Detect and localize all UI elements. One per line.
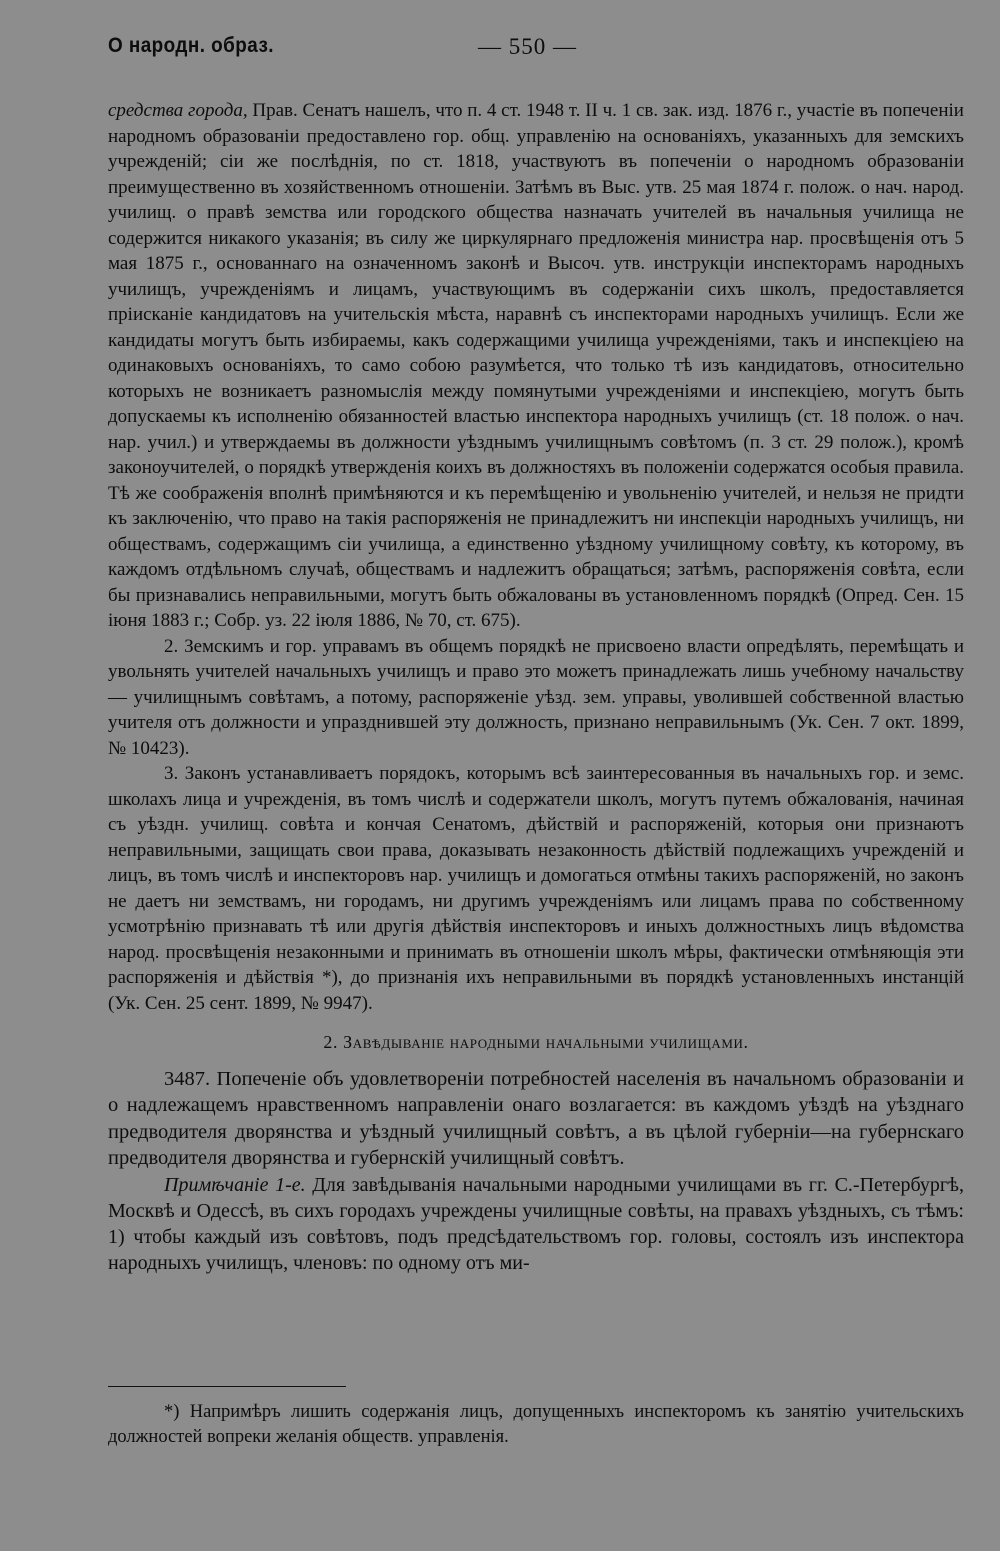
footnote-text: *) Напримѣръ лишить содержанія лицъ, допущенныхъ инспекторомъ къ занятію учительскихъ должностей вопреки желанія обществ. управленія. (108, 1402, 964, 1447)
body-text (108, 98, 964, 1276)
paragraph-1 (108, 98, 964, 634)
paragraph-3: 3. Законъ устанавливаетъ порядокъ, которымъ всѣ заинтересованныя въ начальныхъ гор. и земс. школахъ лица и учрежденія, въ томъ числѣ и содержатели школъ, могутъ путемъ обжалованія, начиная съ уѣздн. училищ. совѣта и кончая Сенатомъ, дѣйствій и распоряженій, которыя они признаютъ неправильными, защищать свои права, доказывать незаконность дѣйствій подлежащихъ учрежденій и лицъ, въ томъ числѣ и инспекторовъ нар. училищъ и домогаться отмѣны такихъ распоряженій, но законъ не даетъ ни земствамъ, ни городамъ, ни другимъ учрежденіямъ или лицамъ права по собственному усмотрѣнію признавать тѣ или другія дѣйствія инспекторовъ и иныхъ должностныхъ лицъ вѣдомства народ. просвѣщенія незаконными и принимать въ отношеніи школъ мѣры, фактически отмѣняющія эти распоряженія и дѣйствія *), до признанія ихъ неправильными въ порядкѣ установленныхъ инстанцій (Ук. Сен. 25 сент. 1899, № 9947). (108, 763, 964, 1014)
note-1-label: Примѣчаніе 1-е. (164, 1173, 306, 1196)
footnote (108, 1400, 964, 1450)
running-head: О народн. образ. (108, 34, 274, 57)
paragraph-1-text: Прав. Сенатъ нашелъ, что п. 4 ст. 1948 т. II ч. 1 св. зак. изд. 1876 г., участіе въ попеченіи народномъ образованіи предоставлено гор. общ. управленію на основаніяхъ, указанныхъ для земскихъ учрежденій; сіи же послѣднія, по ст. 1818, участвуютъ въ попеченіи о народномъ образованіи преимущественно въ хозяйственномъ отношеніи. Затѣмъ въ Выс. утв. 25 мая 1874 г. полож. о нач. народ. училищ. о правѣ земства или городского общества назначать учителей въ начальныя училища не содержится никакого указанія; въ силу же циркулярнаго предложенія министра нар. просвѣщенія отъ 5 мая 1875 г., основаннаго на означенномъ законѣ и Высоч. утв. инструкціи инспекторамъ народныхъ училищъ, учрежденіямъ и лицамъ, участвующимъ въ содержаніи сихъ школъ, предоставляется прiисканіе кандидатовъ на учительскія мѣста, наравнѣ съ инспекторами народныхъ училищъ. Если же кандидаты могутъ быть избираемы, какъ содержащими училища учрежденіями, такъ и инспекціею на одинаковыхъ основаніяхъ, то само собою разумѣется, что только тѣ изъ кандидатовъ, относительно которыхъ не возникаетъ разномыслія между помянутыми учрежденіями и инспекціею, могутъ быть допускаемы къ исполненію обязанностей властью инспектора народныхъ училищъ (ст. 18 полож. о нач. нар. учил.) и утверждаемы въ должности уѣзднымъ училищнымъ совѣтомъ (п. 3 ст. 29 полож.), кромѣ законоучителей, о порядкѣ утвержденія коихъ въ должностяхъ въ положеніи содержатся особыя правила. Тѣ же соображенія вполнѣ примѣняются и къ перемѣщенію и увольненію учителей, и нельзя не придти къ заключенію, что право на такія распоряженія не принадлежитъ ни инспекціи народныхъ училищъ, ни обществамъ, содержащимъ сіи училища, а единственно уѣздному училищному совѣту, къ которому, въ каждомъ отдѣльномъ случаѣ, обществамъ и надлежитъ обращаться; затѣмъ, распоряженія совѣта, если бы признавались неправильными, могутъ быть обжалованы въ установленномъ порядкѣ (Опред. Сен. 15 іюня 1883 г.; Собр. уз. 22 іюля 1886, № 70, ст. 675). (108, 100, 964, 631)
page-number: — 550 — (478, 34, 577, 59)
article-3487: 3487. Попеченіе объ удовлетвореніи потребностей населенія въ начальномъ образованіи и о надлежащемъ нравственномъ направленіи онаго возлагается: въ каждомъ уѣздѣ на уѣзднаго предводителя дворянства и уѣздный училищный совѣтъ, а въ цѣлой губерніи—на губернскаго предводителя дворянства и губернскій училищный совѣтъ. (108, 1067, 964, 1169)
page-header (108, 34, 960, 74)
paragraph-1-lead: средства города, (108, 100, 248, 121)
paragraph-2: 2. Земскимъ и гор. управамъ въ общемъ порядкѣ не присвоено власти опредѣлять, перемѣщать и увольнять учителей начальныхъ училищъ и право это можетъ принадлежать лишь учебному начальству — училищнымъ совѣтамъ, а потому, распоряженіе уѣзд. зем. управы, уволившей собственной властью учителя отъ должности и упразднившей эту должность, признано неправильнымъ (Ук. Сен. 7 окт. 1899, № 10423). (108, 635, 964, 759)
note-1 (108, 1172, 964, 1276)
note-1-text: Для завѣдыванія начальными народными училищами въ гг. С.-Петербургѣ, Москвѣ и Одессѣ, въ сихъ городахъ учреждены училищные совѣты, на правахъ уѣздныхъ, съ тѣмъ: 1) чтобы каждый изъ совѣтовъ, подъ предсѣдательствомъ гор. головы, состоялъ изъ инспектора народныхъ училищъ, членовъ: по одному отъ ми- (108, 1173, 964, 1274)
section-heading: 2. Завѣдываніе народными начальными училищами. (323, 1032, 749, 1052)
footnote-rule (108, 1386, 346, 1387)
